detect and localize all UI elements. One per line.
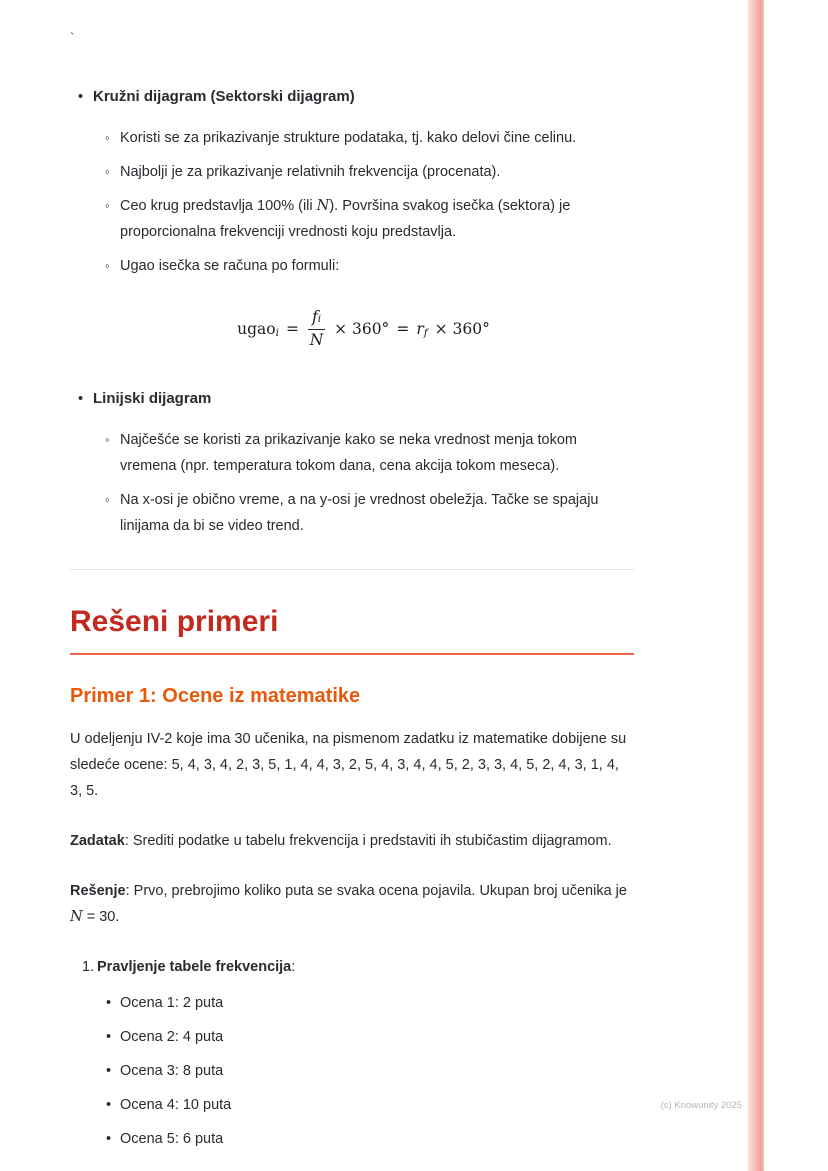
math-var-f-sub: i xyxy=(317,313,322,325)
math-var-N: N xyxy=(316,198,330,214)
frequency-item xyxy=(97,1126,634,1152)
text-run: : Prvo, prebrojimo koliko puta se svaka ocena pojavila. Ukupan broj učenika je xyxy=(125,882,627,899)
math-var-N: N xyxy=(70,908,83,925)
document-content xyxy=(70,0,634,1160)
example-heading: Primer 1: Ocene iz matematike xyxy=(70,684,361,707)
formula-equals-2: = xyxy=(396,320,410,339)
solution-label: Rešenje xyxy=(70,882,126,899)
fraction-denominator: N xyxy=(309,330,324,349)
frequency-list xyxy=(97,990,634,1152)
frequency-item xyxy=(97,1058,634,1084)
heading-underline xyxy=(70,653,634,655)
list-item-linijski-dijagram xyxy=(70,386,634,539)
text-run: : xyxy=(291,958,296,975)
stray-backtick: ` xyxy=(70,30,75,45)
text-run: Najbolji je za prikazivanje relativnih frekvencija (procenata). xyxy=(120,164,501,180)
steps-list xyxy=(70,954,634,1152)
list-item xyxy=(93,159,634,185)
text-run: Ugao isečka se računa po formuli: xyxy=(120,258,340,274)
kruzni-sublist xyxy=(93,125,634,279)
text-run: Ocena 5: 6 puta xyxy=(120,1130,224,1147)
text-run: Ocena 2: 4 puta xyxy=(120,1028,224,1045)
text-run: Koristi se za prikazivanje strukture podataka, tj. kako delovi čine celinu. xyxy=(120,130,577,146)
text-run: : Srediti podatke u tabelu frekvencija i predstaviti ih stubičastim dijagramom. xyxy=(124,832,612,849)
diagram-notes-list xyxy=(70,84,634,539)
formula-ugao-isecka xyxy=(93,309,634,350)
solution-paragraph xyxy=(70,878,634,930)
math-var-f: f xyxy=(311,308,318,326)
list-item-kruzni-dijagram xyxy=(70,84,634,350)
fraction-numerator xyxy=(308,309,325,330)
bullet-title: Linijski dijagram xyxy=(93,389,212,407)
math-var-r: r xyxy=(416,320,424,339)
formula-rf xyxy=(416,320,427,339)
list-item xyxy=(93,427,634,479)
intro-paragraph: U odeljenju IV-2 koje ima 30 učenika, na pismenom zadatku iz matematike dobijene su sledeće ocene: 5, 4, 3, 4, 2, 3, 5, 1, 4, 4, 3, 2, 5, 4, 3, 4, 4, 5, 2, 3, 3, 4, 5, 2, 4, 3, 1, 4, 3, 5. xyxy=(70,730,627,799)
text-run: Ocena 1: 2 puta xyxy=(120,994,224,1011)
task-label: Zadatak xyxy=(70,832,125,849)
footer-credit: (c) Knowunity 2025 xyxy=(660,1100,742,1111)
section-heading: Rešeni primeri xyxy=(70,604,279,638)
list-item xyxy=(93,487,634,539)
text-run: Ocena 4: 10 puta xyxy=(120,1096,232,1113)
list-item xyxy=(93,125,634,151)
formula-times-360-2: × 360° xyxy=(434,320,490,339)
text-run: Na x-osi je obično vreme, a na y-osi je vrednost obeležja. Tačke se spajaju linijama da bi se video trend. xyxy=(120,491,599,534)
list-item xyxy=(93,193,634,245)
formula-fn: ugao xyxy=(237,320,276,339)
step-title: Pravljenje tabele frekvencija xyxy=(97,958,292,975)
math-var-r-sub: f xyxy=(423,327,428,340)
formula-fraction xyxy=(308,309,325,350)
step-number: 1. xyxy=(82,958,95,975)
text-run: Ocena 3: 8 puta xyxy=(120,1062,224,1079)
formula-fn-sub: i xyxy=(275,327,279,340)
formula-equals: = xyxy=(285,320,299,339)
text-run: Najčešće se koristi za prikazivanje kako se neka vrednost menja tokom vremena (npr. temperatura tokom dana, cena akcija tokom meseca). xyxy=(120,431,577,474)
page-edge-strip xyxy=(748,0,764,1171)
formula-times-360: × 360° xyxy=(334,320,390,339)
frequency-item xyxy=(97,1024,634,1050)
text-run: ). Površina svakog isečka (sektora) je proporcionalna frekvenciji vrednosti koju predstavlja. xyxy=(120,198,571,240)
linijski-sublist xyxy=(93,427,634,539)
frequency-item xyxy=(97,990,634,1016)
text-run: = 30. xyxy=(82,908,120,925)
step-item xyxy=(70,954,634,1152)
text-run: Ceo krug predstavlja 100% (ili xyxy=(120,198,317,214)
list-item xyxy=(93,253,634,279)
bullet-title: Kružni dijagram (Sektorski dijagram) xyxy=(93,88,355,105)
frequency-item xyxy=(97,1092,634,1118)
formula-lhs xyxy=(237,320,279,339)
task-paragraph xyxy=(70,828,634,854)
section-divider xyxy=(70,569,634,570)
